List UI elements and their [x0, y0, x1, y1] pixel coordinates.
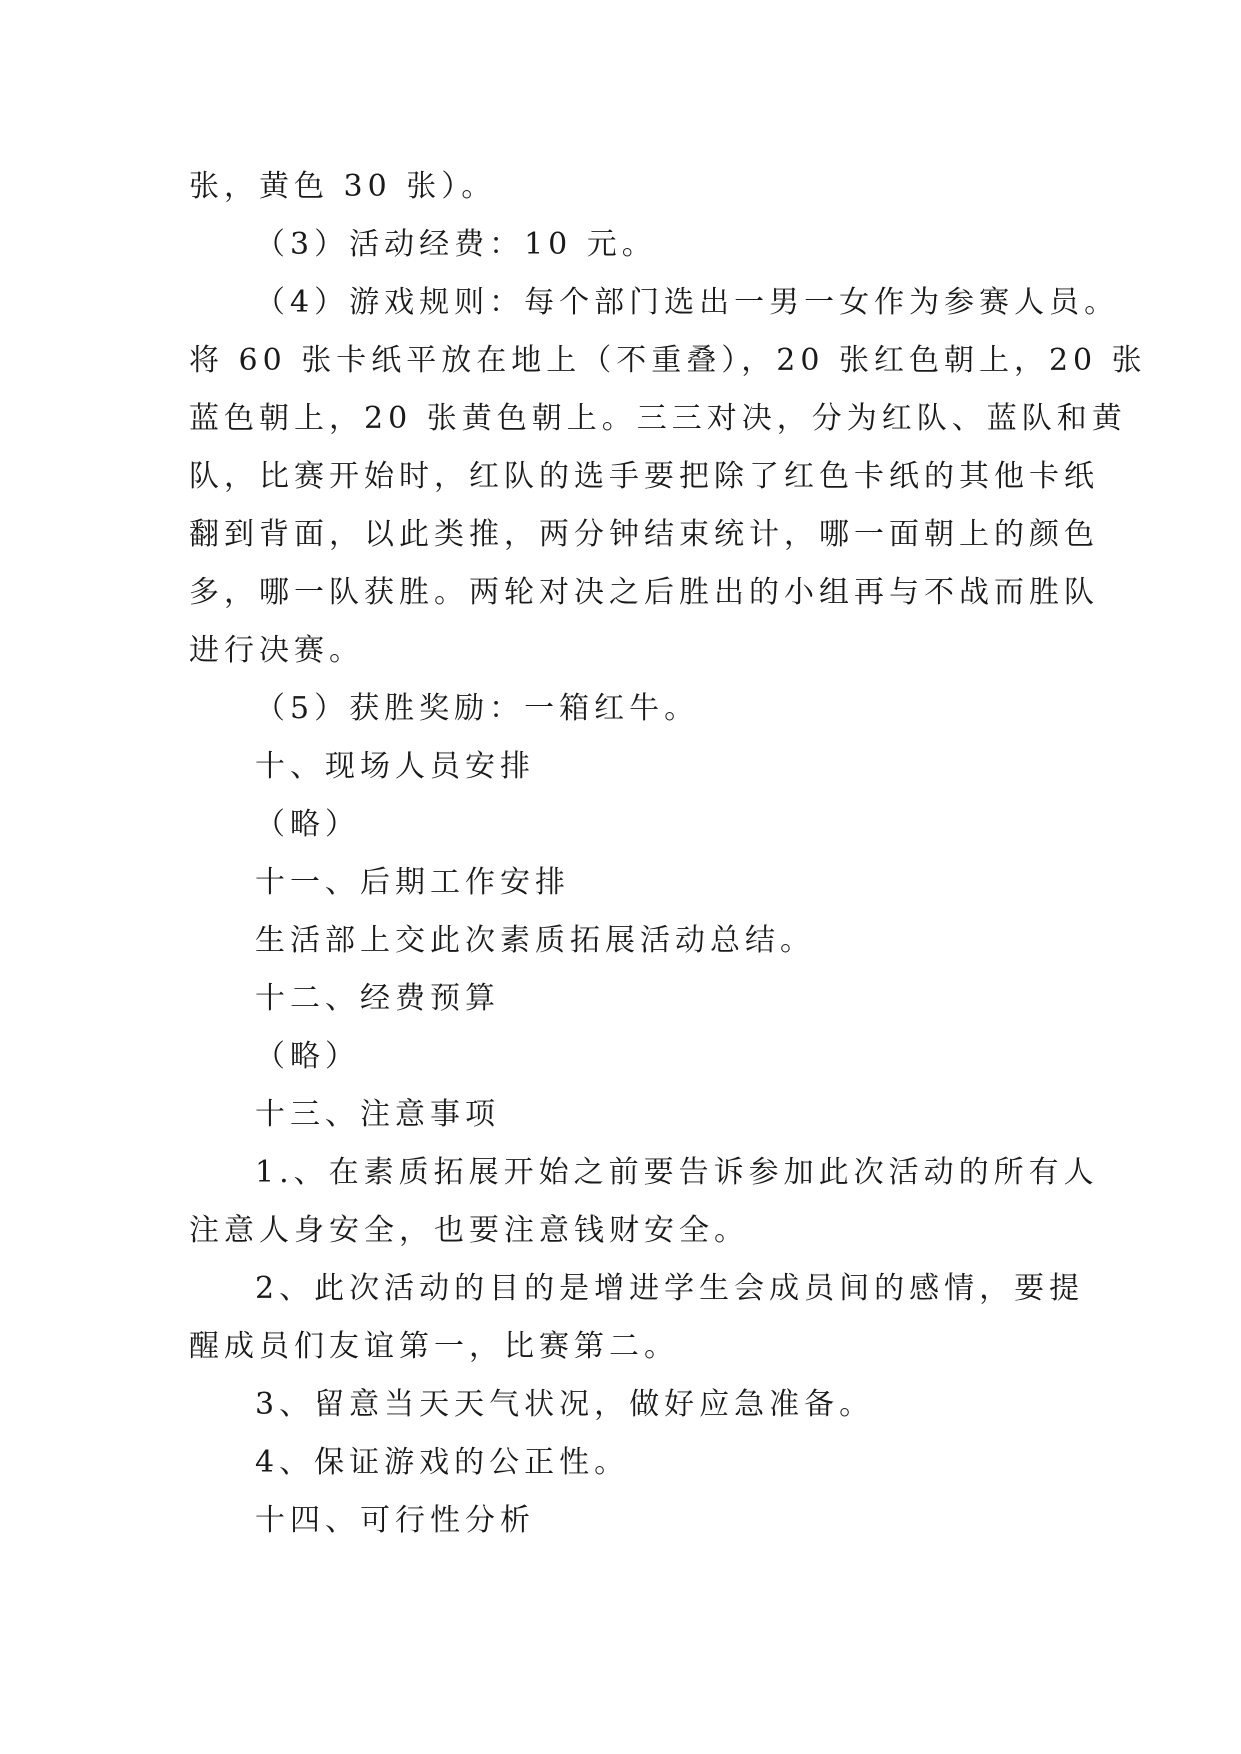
paragraph-line: （3）活动经费：10 元。	[255, 227, 657, 262]
paragraph-line: （略）	[255, 807, 360, 842]
paragraph-line: 蓝色朝上，20 张黄色朝上。三三对决，分为红队、蓝队和黄	[189, 401, 1127, 436]
paragraph-line: （4）游戏规则：每个部门选出一男一女作为参赛人员。	[255, 285, 1120, 320]
paragraph-line: 张，黄色 30 张）。	[189, 169, 497, 204]
section-heading: 十四、可行性分析	[255, 1503, 535, 1538]
paragraph-line: （略）	[255, 1039, 360, 1074]
paragraph-line: 队，比赛开始时，红队的选手要把除了红色卡纸的其他卡纸	[189, 459, 1099, 494]
section-heading: 十、现场人员安排	[255, 749, 535, 784]
paragraph-line: 进行决赛。	[189, 633, 364, 668]
paragraph-line: 1.、在素质拓展开始之前要告诉参加此次活动的所有人	[255, 1155, 1099, 1190]
paragraph-line: 生活部上交此次素质拓展活动总结。	[255, 923, 815, 958]
document-body	[189, 158, 1147, 1550]
paragraph-line: 注意人身安全，也要注意钱财安全。	[189, 1213, 749, 1248]
section-heading: 十三、注意事项	[255, 1097, 500, 1132]
paragraph-line: 3、留意当天天气状况，做好应急准备。	[255, 1387, 875, 1422]
paragraph-line: 醒成员们友谊第一，比赛第二。	[189, 1329, 679, 1364]
paragraph-line: 翻到背面，以此类推，两分钟结束统计，哪一面朝上的颜色	[189, 517, 1099, 552]
section-heading: 十二、经费预算	[255, 981, 500, 1016]
paragraph-line: 多，哪一队获胜。两轮对决之后胜出的小组再与不战而胜队	[189, 575, 1099, 610]
section-heading: 十一、后期工作安排	[255, 865, 570, 900]
paragraph-line: 4、保证游戏的公正性。	[255, 1445, 630, 1480]
paragraph-line: （5）获胜奖励：一箱红牛。	[255, 691, 700, 726]
paragraph-line: 将 60 张卡纸平放在地上（不重叠），20 张红色朝上，20 张	[189, 343, 1147, 378]
paragraph-line: 2、此次活动的目的是增进学生会成员间的感情，要提	[255, 1271, 1085, 1306]
